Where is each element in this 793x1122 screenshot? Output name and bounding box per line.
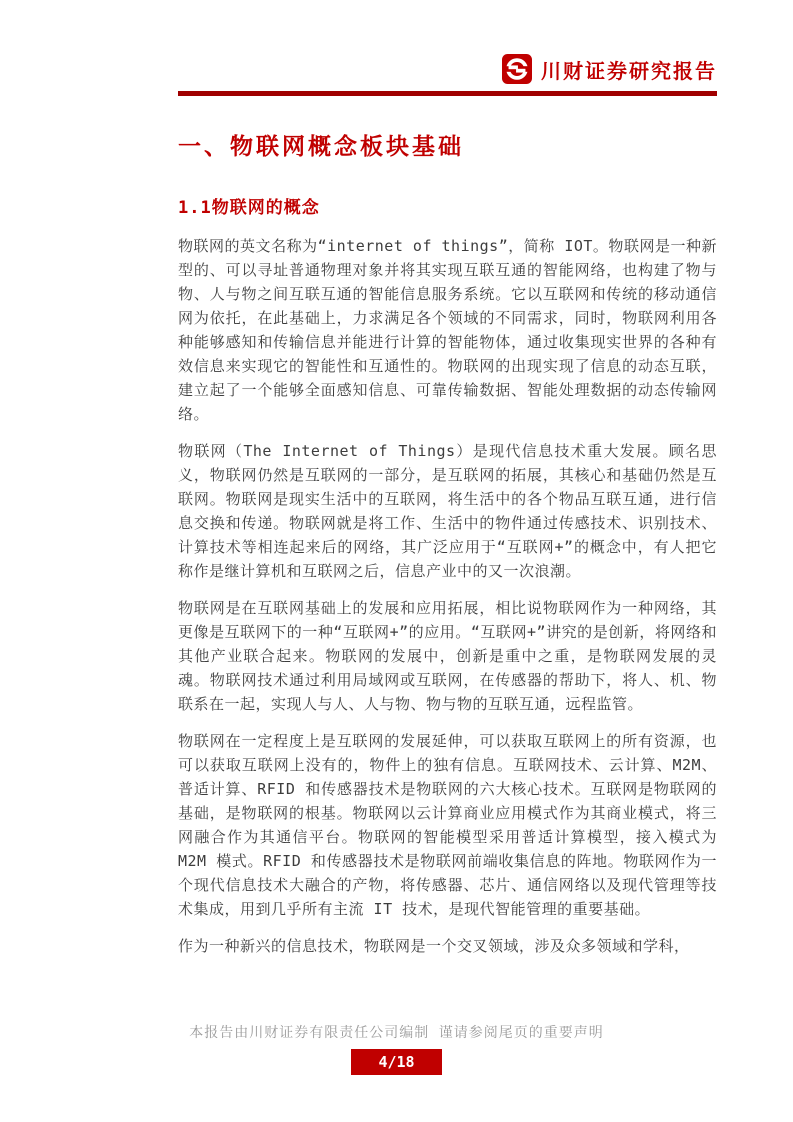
page-number-badge: 4/18	[351, 1049, 441, 1075]
chuancai-securities-logo-icon	[502, 54, 532, 84]
header-divider	[178, 91, 717, 96]
page-footer	[0, 1022, 793, 1075]
document-body	[178, 128, 717, 958]
footer-disclaimer: 本报告由川财证券有限责任公司编制 谨请参阅尾页的重要声明	[189, 1025, 604, 1041]
subsection-title: 1.1物联网的概念	[178, 198, 320, 218]
brand-title: 川财证券研究报告	[541, 58, 717, 83]
paragraph: 物联网在一定程度上是互联网的发展延伸，可以获取互联网上的所有资源，也可以获取互联网上没有的，物件上的独有信息。互联网技术、云计算、M2M、普适计算、RFID 和传感器技术是物联网的六大核心技术。互联网是物联网的基础，是物联网的根基。物联网以云计算商业应用模式作为其商业模式，将三网融合作为其通信平台。物联网的智能模型采用普适计算模型，接入模式为 M2M 模式。RFID 和传感器技术是物联网前端收集信息的阵地。物联网作为一个现代信息技术大融合的产物，将传感器、芯片、通信网络以及现代管理等技术集成，用到几乎所有主流 IT 技术，是现代智能管理的重要基础。	[178, 732, 717, 918]
section-title: 一、物联网概念板块基础	[178, 134, 464, 160]
brand-row	[178, 54, 717, 84]
paragraph: 物联网（The Internet of Things）是现代信息技术重大发展。顾名思义，物联网仍然是互联网的一部分，是互联网的拓展，其核心和基础仍然是互联网。物联网是现实生活中的互联网，将生活中的各个物品互联互通，进行信息交换和传递。物联网就是将工作、生活中的物件通过传感技术、识别技术、计算技术等相连起来后的网络，其广泛应用于“互联网+”的概念中，有人把它称作是继计算机和互联网之后，信息产业中的又一次浪潮。	[178, 442, 717, 580]
paragraph: 物联网的英文名称为“internet of things”，简称 IOT。物联网是一种新型的、可以寻址普通物理对象并将其实现互联互通的智能网络，也构建了物与物、人与物之间互联互通的智能信息服务系统。它以互联网和传统的移动通信网为依托，在此基础上，力求满足各个领域的不同需求，同时，物联网利用各种能够感知和传输信息并能进行计算的智能物体，通过收集现实世界的各种有效信息来实现它的智能性和互通性的。物联网的出现实现了信息的动态互联，建立起了一个能够全面感知信息、可靠传输数据、智能处理数据的动态传输网络。	[178, 237, 717, 423]
paragraph: 作为一种新兴的信息技术，物联网是一个交叉领域，涉及众多领域和学科，	[178, 937, 690, 955]
page-header	[178, 54, 717, 96]
paragraph: 物联网是在互联网基础上的发展和应用拓展，相比说物联网作为一种网络，其更像是互联网下的一种“互联网+”的应用。“互联网+”讲究的是创新，将网络和其他产业联合起来。物联网的发展中，创新是重中之重，是物联网发展的灵魂。物联网技术通过利用局域网或互联网，在传感器的帮助下，将人、机、物联系在一起，实现人与人、人与物、物与物的互联互通，远程监管。	[178, 599, 717, 713]
